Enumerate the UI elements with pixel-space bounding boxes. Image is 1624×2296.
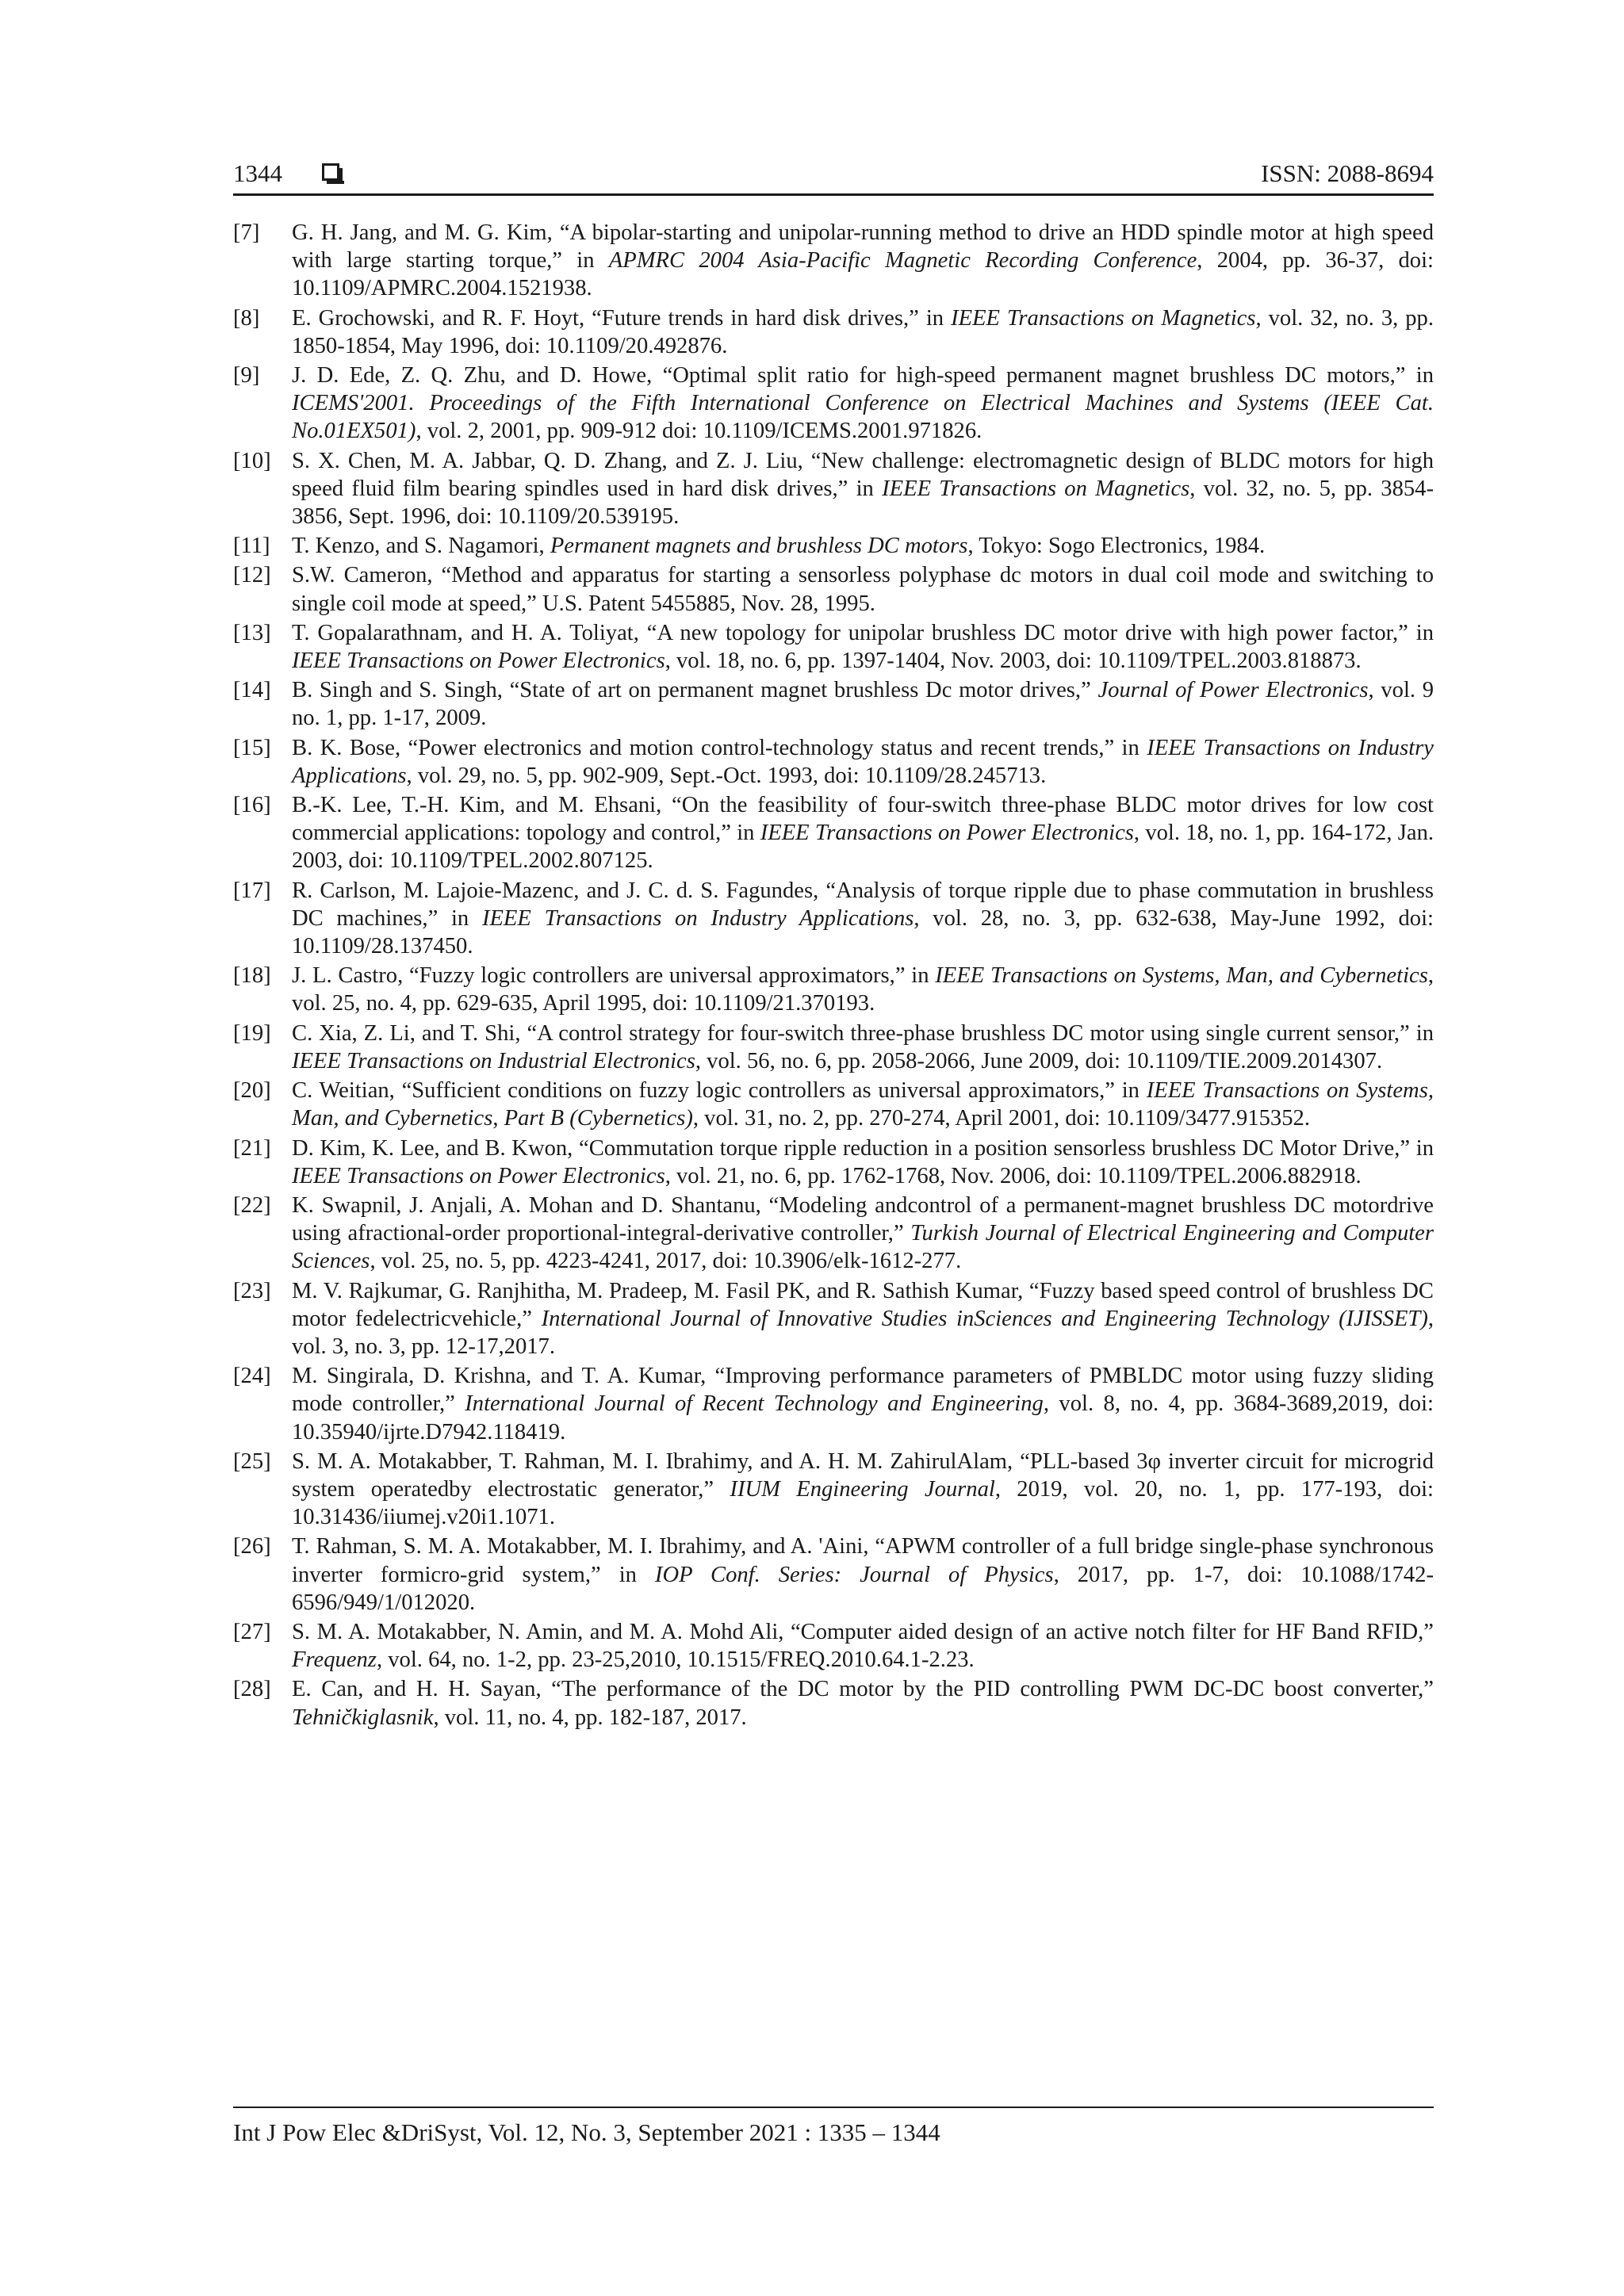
- reference-number: [20]: [233, 1078, 271, 1104]
- reference-text-segment: R. Carlson, M. Lajoie-Mazenc, and J. C. d. S. Fagundes, “Analysis of torque ripple due to phase commutation in brushless DC machines,” in: [292, 878, 1434, 931]
- reference-source-title: IEEE Transactions on Industrial Electronics: [292, 1048, 695, 1073]
- reference-text-segment: S.W. Cameron, “Method and apparatus for starting a sensorless polyphase dc motors in dual coil mode and switching to single coil mode at speed,” U.S. Patent 5455885, Nov. 28, 1995.: [292, 563, 1434, 616]
- reference-number: [23]: [233, 1278, 271, 1303]
- reference-text-segment: , vol. 3, no. 3, pp. 12-17,2017.: [292, 1306, 1434, 1359]
- reference-text-segment: , vol. 25, no. 4, pp. 629-635, April 1995, doi: 10.1109/21.370193.: [292, 963, 1434, 1016]
- reference-item: [233, 962, 1434, 1017]
- reference-text-segment: , vol. 31, no. 2, pp. 270-274, April 2001, doi: 10.1109/3477.915352.: [692, 1106, 1310, 1131]
- reference-text: [292, 621, 1434, 673]
- reference-source-title: Journal of Power Electronics: [1097, 678, 1369, 703]
- reference-text: [292, 306, 1434, 358]
- reference-text-segment: E. Grochowski, and R. F. Hoyt, “Future trends in hard disk drives,” in: [292, 305, 952, 331]
- reference-item: [233, 1135, 1434, 1190]
- reference-source-title: ICEMS'2001. Proceedings of the Fifth International Conference on Electrical Machines and Systems (IEEE Cat. No.01EX501): [292, 391, 1434, 444]
- reference-text: [292, 736, 1434, 788]
- reference-item: [233, 219, 1434, 303]
- reference-item: [233, 447, 1434, 531]
- reference-text: [292, 534, 1265, 558]
- reference-item: [233, 734, 1434, 790]
- reference-text-segment: , 2019, vol. 20, no. 1, pp. 177-193, doi: 10.31436/iiumej.v20i1.1071.: [292, 1476, 1434, 1530]
- reference-source-title: IOP Conf. Series: Journal of Physics: [654, 1562, 1054, 1587]
- reference-number: [12]: [233, 563, 271, 588]
- reference-text-segment: D. Kim, K. Lee, and B. Kwon, “Commutation torque ripple reduction in a position sensorless brushless DC Motor Drive,” in: [292, 1135, 1434, 1161]
- reference-text-segment: C. Weitian, “Sufficient conditions on fuzzy logic controllers as universal approximators,” in: [292, 1078, 1147, 1104]
- reference-item: [233, 1077, 1434, 1132]
- reference-text-segment: , vol. 2, 2001, pp. 909-912 doi: 10.1109/ICEMS.2001.971826.: [416, 419, 982, 444]
- reference-text-segment: B.-K. Lee, T.-H. Kim, and M. Ehsani, “On the feasibility of four-switch three-phase BLDC motor drives for low cost commercial applications: topology and control,” in: [292, 793, 1434, 846]
- reference-text-segment: , vol. 11, no. 4, pp. 182-187, 2017.: [433, 1705, 747, 1730]
- reference-item: [233, 1192, 1434, 1276]
- reference-source-title: IEEE Transactions on Systems, Man, and Cybernetics: [935, 963, 1428, 989]
- reference-text-segment: , vol. 25, no. 5, pp. 4223-4241, 2017, doi: 10.3906/elk-1612-277.: [370, 1249, 962, 1274]
- reference-item: [233, 561, 1434, 617]
- reference-source-title: IEEE Transactions on Magnetics: [951, 305, 1256, 331]
- reference-item: [233, 877, 1434, 961]
- reference-text-segment: S. M. A. Motakabber, N. Amin, and M. A. Mohd Ali, “Computer aided design of an active notch filter for HF Band RFID,”: [292, 1619, 1434, 1644]
- reference-text-segment: T. Rahman, S. M. A. Motakabber, M. I. Ibrahimy, and A. 'Aini, “APWM controller of a full bridge single-phase synchronous inverter formicro-grid system,” in: [292, 1534, 1434, 1587]
- reference-text-segment: , vol. 28, no. 3, pp. 632-638, May-June 1992, doi: 10.1109/28.137450.: [292, 905, 1434, 959]
- reference-number: [19]: [233, 1020, 271, 1046]
- reference-number: [15]: [233, 735, 271, 760]
- reference-source-title: International Journal of Innovative Studies inSciences and Engineering Technology (IJISSET): [541, 1306, 1428, 1331]
- reference-item: [233, 362, 1434, 446]
- reference-item: [233, 1533, 1434, 1617]
- reference-source-title: IEEE Transactions on Industry Applications: [481, 905, 914, 931]
- reference-number: [21]: [233, 1135, 271, 1161]
- reference-item: [233, 1362, 1434, 1446]
- reference-text-segment: , vol. 56, no. 6, pp. 2058-2066, June 2009, doi: 10.1109/TIE.2009.2014307.: [695, 1048, 1383, 1073]
- reference-number: [8]: [233, 305, 260, 331]
- reference-text-segment: B. Singh and S. Singh, “State of art on permanent magnet brushless Dc motor drives,”: [292, 678, 1098, 703]
- reference-text: [292, 1136, 1434, 1188]
- page-number: 1344: [233, 159, 282, 187]
- reference-source-title: IIUM Engineering Journal: [730, 1476, 995, 1502]
- reference-item: [233, 304, 1434, 360]
- issn-label: ISSN: 2088-8694: [1261, 159, 1434, 187]
- reference-text-segment: K. Swapnil, J. Anjali, A. Mohan and D. Shantanu, “Modeling andcontrol of a permanent-magnet brushless DC motordrive using afractional-order proportional-integral-derivative controller,”: [292, 1192, 1434, 1246]
- reference-number: [14]: [233, 678, 271, 703]
- reference-text: [292, 363, 1434, 443]
- reference-item: [233, 619, 1434, 675]
- reference-item: [233, 676, 1434, 732]
- reference-text: [292, 1021, 1434, 1073]
- reference-list: [233, 219, 1434, 1733]
- reference-source-title: Turkish Journal of Electrical Engineering and Computer Sciences: [292, 1221, 1434, 1274]
- reference-text-segment: M. V. Rajkumar, G. Ranjhitha, M. Pradeep, M. Fasil PK, and R. Sathish Kumar, “Fuzzy based speed control of brushless DC motor fedelectricvehicle,”: [292, 1278, 1434, 1331]
- reference-text-segment: T. Gopalarathnam, and H. A. Toliyat, “A new topology for unipolar brushless DC motor drive with high power factor,” in: [292, 620, 1434, 645]
- reference-item: [233, 1675, 1434, 1731]
- reference-source-title: IEEE Transactions on Power Electronics: [760, 821, 1134, 846]
- reference-text: [292, 678, 1434, 730]
- reference-number: [22]: [233, 1192, 271, 1218]
- reference-number: [7]: [233, 220, 260, 245]
- reference-text-segment: , vol. 29, no. 5, pp. 902-909, Sept.-Oct. 1993, doi: 10.1109/28.245713.: [406, 763, 1047, 788]
- reference-text-segment: C. Xia, Z. Li, and T. Shi, “A control strategy for four-switch three-phase brushless DC motor using single current sensor,” in: [292, 1020, 1434, 1046]
- reference-source-title: Frequenz: [292, 1647, 377, 1673]
- reference-source-title: Part B (Cybernetics): [504, 1106, 693, 1131]
- reference-source-title: IEEE Transactions on Power Electronics: [292, 649, 665, 674]
- reference-text-segment: , 2017, pp. 1-7, doi: 10.1088/1742-6596/949/1/012020.: [292, 1562, 1434, 1615]
- reference-text-segment: ,: [492, 1106, 504, 1131]
- reference-text: [292, 1677, 1434, 1729]
- journal-footer: Int J Pow Elec &DriSyst, Vol. 12, No. 3, September 2021 : 1335 – 1344: [233, 2118, 940, 2146]
- reference-text-segment: T. Kenzo, and S. Nagamori,: [292, 534, 550, 559]
- footer-rule: [233, 2107, 1434, 2108]
- reference-text-segment: , 2004, pp. 36-37, doi: 10.1109/APMRC.2004.1521938.: [292, 248, 1434, 301]
- page-header: [233, 155, 1434, 192]
- reference-text-segment: , vol. 21, no. 6, pp. 1762-1768, Nov. 2006, doi: 10.1109/TPEL.2006.882918.: [665, 1163, 1362, 1188]
- reference-text-segment: M. Singirala, D. Krishna, and T. A. Kumar, “Improving performance parameters of PMBLDC motor using fuzzy sliding mode controller,”: [292, 1364, 1434, 1417]
- reference-text-segment: , Tokyo: Sogo Electronics, 1984.: [967, 534, 1266, 559]
- reference-source-title: Tehničkiglasnik: [292, 1705, 434, 1730]
- reference-item: [233, 1020, 1434, 1075]
- reference-number: [24]: [233, 1364, 271, 1389]
- reference-text: [292, 449, 1434, 529]
- reference-item: [233, 1277, 1434, 1361]
- reference-text-segment: E. Can, and H. H. Sayan, “The performance of the DC motor by the PID controlling PWM DC-DC boost converter,”: [292, 1677, 1434, 1702]
- reference-source-title: IEEE Transactions on Power Electronics: [292, 1163, 665, 1188]
- reference-text: [292, 1534, 1434, 1614]
- reference-item: [233, 1448, 1434, 1532]
- reference-text: [292, 1193, 1434, 1273]
- reference-text: [292, 1279, 1434, 1359]
- reference-number: [27]: [233, 1619, 271, 1644]
- reference-text-segment: , vol. 18, no. 1, pp. 164-172, Jan. 2003, doi: 10.1109/TPEL.2002.807125.: [292, 821, 1434, 874]
- reference-text-segment: S. M. A. Motakabber, T. Rahman, M. I. Ibrahimy, and A. H. M. ZahirulAlam, “PLL-based 3φ inverter circuit for microgrid system operatedby electrostatic generator,”: [292, 1448, 1434, 1502]
- reference-number: [13]: [233, 620, 271, 645]
- reference-text-segment: B. K. Bose, “Power electronics and motion control-technology status and recent trends,” in: [292, 735, 1147, 760]
- reference-text-segment: , vol. 18, no. 6, pp. 1397-1404, Nov. 2003, doi: 10.1109/TPEL.2003.818873.: [665, 649, 1362, 674]
- reference-number: [26]: [233, 1534, 271, 1559]
- reference-text-segment: G. H. Jang, and M. G. Kim, “A bipolar-starting and unipolar-running method to drive an HDD spindle motor at high speed with large starting torque,” in: [292, 220, 1434, 274]
- reference-number: [17]: [233, 878, 271, 903]
- reference-source-title: IEEE Transactions on Magnetics: [882, 476, 1190, 501]
- reference-text-segment: J. L. Castro, “Fuzzy logic controllers are universal approximators,” in: [292, 963, 936, 989]
- reference-source-title: Permanent magnets and brushless DC motors: [550, 534, 968, 559]
- square-box-icon: [322, 163, 339, 181]
- reference-text-segment: , vol. 9 no. 1, pp. 1-17, 2009.: [292, 678, 1434, 731]
- reference-item: [233, 791, 1434, 875]
- reference-item: [233, 1618, 1434, 1674]
- reference-text: [292, 1620, 1434, 1672]
- header-rule: [233, 193, 1434, 196]
- reference-text-segment: , vol. 8, no. 4, pp. 3684-3689,2019, doi: 10.35940/ijrte.D7942.118419.: [292, 1391, 1434, 1445]
- reference-text-segment: , vol. 64, no. 1-2, pp. 23-25,2010, 10.1515/FREQ.2010.64.1-2.23.: [376, 1647, 975, 1673]
- reference-text: [292, 793, 1434, 873]
- reference-text: [292, 563, 1434, 615]
- reference-number: [10]: [233, 448, 271, 473]
- reference-text: [292, 878, 1434, 959]
- reference-item: [233, 532, 1434, 560]
- reference-number: [18]: [233, 963, 271, 989]
- reference-text-segment: J. D. Ede, Z. Q. Zhu, and D. Howe, “Optimal split ratio for high-speed permanent magnet brushless DC motors,” in: [292, 363, 1434, 388]
- reference-text: [292, 1078, 1434, 1131]
- reference-source-title: IEEE Transactions on Industry Applications: [292, 735, 1434, 788]
- reference-source-title: APMRC 2004 Asia-Pacific Magnetic Recording Conference: [608, 248, 1197, 274]
- reference-number: [25]: [233, 1448, 271, 1474]
- reference-number: [28]: [233, 1677, 271, 1702]
- reference-text-segment: , vol. 32, no. 3, pp. 1850-1854, May 1996, doi: 10.1109/20.492876.: [292, 305, 1434, 358]
- reference-number: [16]: [233, 793, 271, 818]
- reference-text: [292, 963, 1434, 1016]
- reference-text: [292, 1449, 1434, 1529]
- reference-number: [9]: [233, 363, 260, 388]
- reference-text: [292, 1364, 1434, 1444]
- reference-text-segment: S. X. Chen, M. A. Jabbar, Q. D. Zhang, and Z. J. Liu, “New challenge: electromagnetic design of BLDC motors for high speed fluid film bearing spindles used in hard disk drives,” in: [292, 448, 1434, 501]
- reference-text-segment: , vol. 32, no. 5, pp. 3854-3856, Sept. 1996, doi: 10.1109/20.539195.: [292, 476, 1434, 530]
- reference-number: [11]: [233, 534, 270, 559]
- reference-source-title: IEEE Transactions on Systems, Man, and Cybernetics: [292, 1078, 1434, 1131]
- reference-source-title: International Journal of Recent Technology and Engineering: [465, 1391, 1044, 1417]
- reference-text: [292, 220, 1434, 300]
